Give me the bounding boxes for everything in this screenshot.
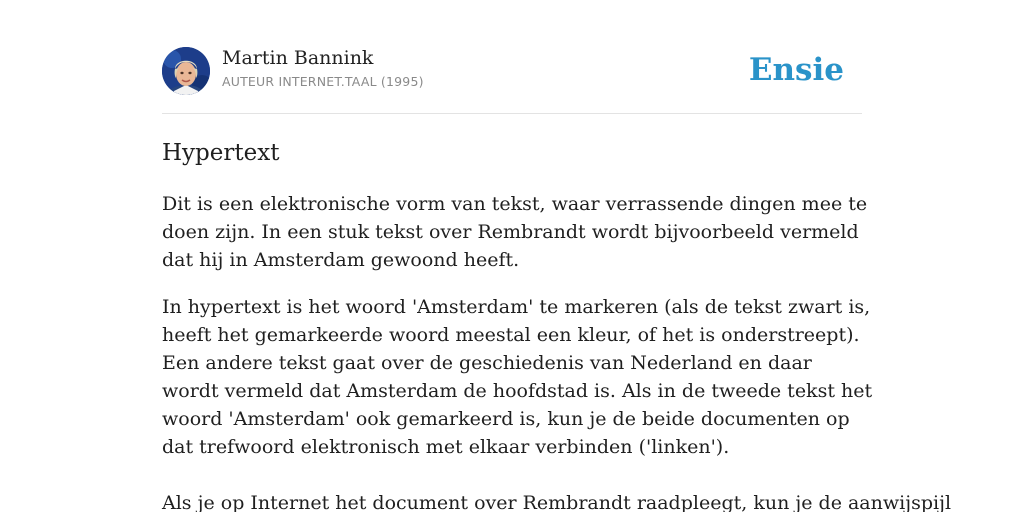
author-avatar[interactable] xyxy=(162,47,210,95)
author-header xyxy=(162,47,862,95)
header-divider xyxy=(162,113,862,114)
article-paragraph: Dit is een elektronische vorm van tekst, waar verrassende dingen mee te doen zijn. In een stuk tekst over Rembrandt wordt bijvoorbeeld vermeld dat hij in Amsterdam gewoond heeft. xyxy=(162,193,868,271)
article-title: Hypertext xyxy=(162,140,280,166)
article-paragraph: Als je op Internet het document over Rembrandt raadpleegt, kun je de aanwijspijl xyxy=(162,492,952,512)
article-paragraph: In hypertext is het woord 'Amsterdam' te markeren (als de tekst zwart is, heeft het gemarkeerde woord meestal een kleur, of het is onderstreept). Een andere tekst gaat over de geschiedenis van Nederland en daar wordt vermeld dat Amsterdam de hoofdstad is. Als in de tweede tekst het woord 'Amsterdam' ook gemarkeerd is, kun je de beide documenten op dat trefwoord elektronisch met elkaar verbinden ('linken'). xyxy=(162,296,873,458)
author-name[interactable]: Martin Bannink xyxy=(222,47,374,69)
avatar-portrait-icon xyxy=(162,47,210,95)
ensie-logo[interactable]: Ensie xyxy=(748,52,844,88)
author-meta: AUTEUR INTERNET.TAAL (1995) xyxy=(222,74,424,89)
